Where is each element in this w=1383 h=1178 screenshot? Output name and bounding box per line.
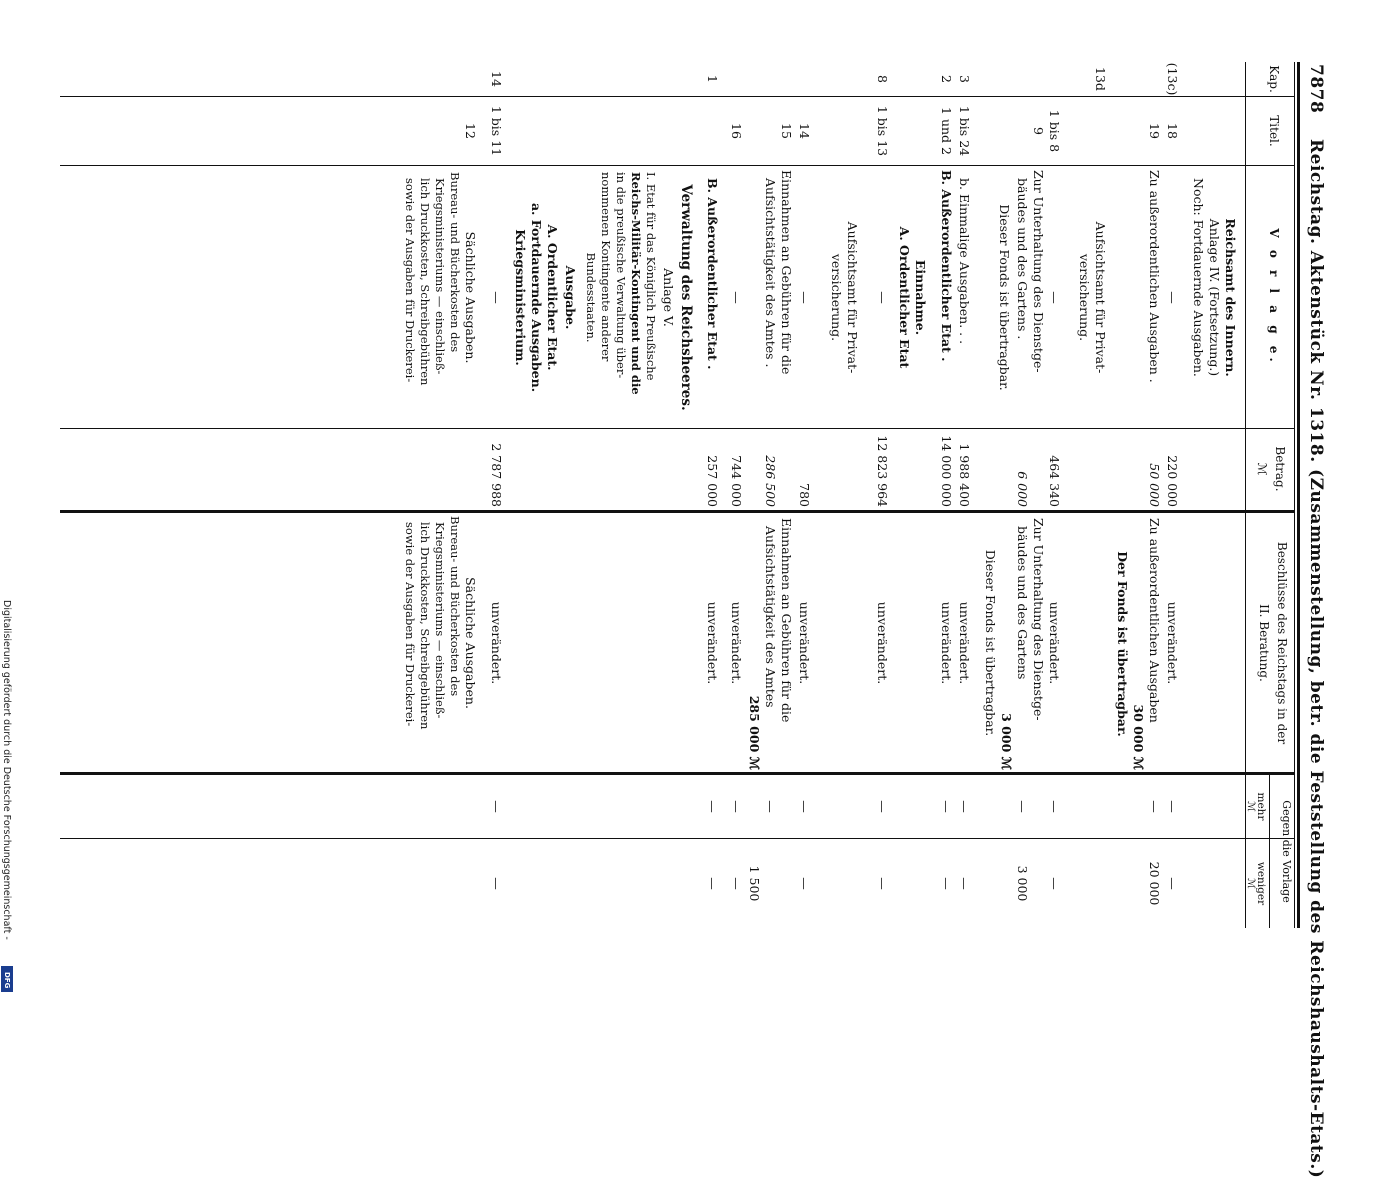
row-mehr: — [1165,800,1180,813]
row-kap: 1 [705,75,720,83]
section-subheading: Kriegsministerium. [513,229,528,366]
header-betrag-unit: ℳ [1255,462,1269,476]
row-vorlage: Einnahmen an Gebühren für die [779,170,794,375]
row-beschluss: Aufsichtstätigkeit des Amtes [763,526,778,708]
row-titel: 1 bis 13 [875,105,890,157]
row-vorlage: versicherung. [829,253,844,342]
row-kap: 3 [957,75,972,83]
dfg-logo [1,966,13,992]
row-vorlage: — [489,291,504,304]
row-weniger: 20 000 [1147,861,1162,906]
row-beschluss-amount: 3 000 ℳ [999,713,1014,770]
rotated-document-page [60,60,1330,1178]
row-vorlage: sowie der Ausgaben für Druckerei- [403,178,417,383]
row-beschluss: Sächliche Ausgaben. [463,577,478,709]
row-weniger: — [957,877,972,890]
row-weniger: 1 500 [747,865,762,902]
section-subheading: Noch: Fortdauernde Ausgaben. [1191,178,1206,377]
row-kap: (13c) [1165,62,1180,96]
section-heading: Verwaltung des Reichsheeres. [678,184,694,411]
row-vorlage: Aufsichtstätigkeit des Amtes . [763,178,778,368]
digitization-credit [0,600,14,990]
row-vorlage: Bureau- und Bücherkosten des [448,172,462,353]
top-rule [1297,62,1300,928]
row-vorlage: B. Außerordentlicher Etat . [705,178,720,370]
row-beschluss: unverändert. [957,601,972,685]
row-beschluss: sowie der Ausgaben für Druckerei- [403,522,417,727]
row-betrag: 220 000 [1165,455,1180,507]
row-betrag: 12 823 964 [875,435,890,507]
row-vorlage: — [729,291,744,304]
row-titel: 1 bis 11 [489,105,504,157]
row-betrag: 780 [797,483,812,507]
row-kap: 14 [489,71,504,87]
header-mehr-unit: ℳ [1245,801,1256,812]
row-vorlage: bäudes und des Gartens . [1015,178,1030,340]
section-subheading: A. Ordentlicher Etat [897,226,912,369]
credit-text: Digitalisierung gefördert durch die Deutsche Forschungsgemeinschaft - [1,600,12,940]
row-beschluss-amount: 30 000 ℳ [1131,704,1146,770]
row-titel: 1 bis 24 [957,105,972,157]
header-betrag: Betrag. [1273,446,1287,492]
row-betrag: 1 988 400 [957,443,972,507]
header-weniger-unit: ℳ [1245,878,1256,889]
section-subheading: Anlage V. [661,268,676,327]
row-vorlage: I. Etat für das Königlich Preußische [644,172,658,381]
row-beschluss: bäudes und des Gartens [1015,526,1030,680]
row-vorlage: Aufsichtsamt für Privat- [1093,221,1108,374]
row-beschluss: Bureau- und Bücherkosten des [448,516,462,697]
row-beschluss: unverändert. [705,601,720,685]
row-vorlage: Kriegsministeriums — einschließ- [433,178,447,375]
row-weniger: — [705,877,720,890]
row-titel: 1 und 2 [939,107,954,155]
row-betrag: 6 000 [1015,471,1030,507]
row-vorlage: — [1165,291,1180,304]
row-mehr: — [1015,800,1030,813]
row-betrag: 50 000 [1147,463,1162,507]
row-kap: 13d [1093,67,1108,91]
header-beschluesse: Beschlüsse des Reichstags in der [1275,541,1289,745]
row-beschluss: unverändert. [875,601,890,685]
section-subheading: Anlage IV. (Fortsetzung.) [1207,218,1222,377]
row-mehr: — [875,800,890,813]
row-titel: 1 bis 8 [1047,109,1062,153]
mehr-divider [60,838,1295,839]
row-beschluss: unverändert. [797,601,812,685]
row-vorlage: Zur Unterhaltung des Dienstge- [1031,170,1046,373]
row-weniger: — [1165,877,1180,890]
row-beschluss-note: Der Fonds ist übertragbar. [1115,551,1130,737]
header-kap: Kap. [1267,65,1281,93]
row-vorlage: b. Einmalige Ausgaben. . . [957,178,972,345]
row-weniger: 3 000 [1015,865,1030,902]
header-vorlage: V o r l a g e. [1267,228,1281,366]
row-vorlage: Reichs-Militär-Kontingent und die [629,172,643,395]
header-mehr: mehr [1255,792,1267,821]
row-beschluss-amount: 285 000 ℳ [747,695,762,770]
betrag-divider [60,510,1295,513]
header-weniger: weniger [1255,861,1267,906]
row-vorlage: nommenen Kontingente anderer [599,172,613,362]
row-beschluss: Zur Unterhaltung des Dienstge- [1031,518,1046,721]
row-betrag: 14 000 000 [939,435,954,507]
vorlage-divider [60,428,1295,429]
header-gegen: Gegen die Vorlage [1280,800,1293,903]
page-header [1306,64,1326,1178]
row-betrag: 464 340 [1047,455,1062,507]
row-beschluss: Zu außerordentlichen Ausgaben [1147,518,1162,723]
row-beschluss: unverändert. [729,601,744,685]
row-weniger: — [797,877,812,890]
page-number: 7878 [1306,64,1326,114]
row-vorlage: B. Außerordentlicher Etat . [939,170,954,362]
row-beschluss: unverändert. [1165,601,1180,685]
row-betrag: 744 000 [729,455,744,507]
row-titel: 14 [797,123,812,139]
section-subheading: a. Fortdauernde Ausgaben. [529,202,544,393]
row-mehr: — [957,800,972,813]
row-betrag: 257 000 [705,455,720,507]
row-titel: 15 [779,123,794,139]
row-weniger: — [1047,877,1062,890]
row-beschluss-note: Dieser Fonds ist übertragbar. [983,549,998,737]
row-beschluss: Einnahmen an Gebühren für die [779,518,794,723]
row-titel: 19 [1147,123,1162,139]
page-title: Reichstag. Aktenstück Nr. 1318. (Zusammenstellung, betr. die Feststellung des Reichshaushalts-Etats.) [1306,139,1326,1178]
dfg-logo-text: DFG [3,972,11,989]
row-weniger: — [875,877,890,890]
row-vorlage: in die preußische Verwaltung über- [614,172,628,379]
row-mehr: — [489,800,504,813]
row-betrag: 2 787 988 [489,443,504,507]
row-titel: 9 [1031,127,1046,135]
gegen-sub-rule [1269,772,1270,928]
row-beschluss: unverändert. [939,601,954,685]
row-kap: 2 [939,75,954,83]
section-subheading: A. Ordentlicher Etat. [545,224,560,371]
section-subheading: Ausgabe. [563,265,578,330]
row-titel: 18 [1165,123,1180,139]
row-betrag: 286 500 [763,455,778,507]
row-beschluss: lich Druckkosten, Schreibgebühren [418,522,432,730]
row-beschluss: unverändert. [489,601,504,685]
header-titel: Titel. [1267,115,1281,147]
row-vorlage: Zu außerordentlichen Ausgaben . [1147,170,1162,383]
row-titel: 12 [463,123,478,139]
row-mehr: — [797,800,812,813]
row-vorlage: — [1047,291,1062,304]
row-beschluss: unverändert. [1047,601,1062,685]
row-vorlage: Bundesstaaten. [584,252,598,343]
beschluss-divider [60,772,1295,775]
row-titel: 16 [729,123,744,139]
section-heading: Reichsamt des Innern. [1223,218,1238,377]
titel-divider [60,165,1295,166]
row-vorlage-note: Dieser Fonds ist übertragbar. [997,204,1012,391]
row-vorlage: — [797,291,812,304]
row-vorlage: lich Druckkosten, Schreibgebühren [418,178,432,386]
row-beschluss: Kriegsministeriums — einschließ- [433,522,447,719]
header-beratung: II. Beratung. [1257,604,1271,682]
row-mehr: — [939,800,954,813]
row-kap: 8 [875,75,890,83]
row-weniger: — [489,877,504,890]
row-vorlage: — [875,291,890,304]
row-mehr: — [729,800,744,813]
section-heading: Einnahme. [913,259,928,336]
row-mehr: — [763,800,778,813]
row-vorlage: Aufsichtsamt für Privat- [845,221,860,374]
row-mehr: — [1147,800,1162,813]
row-vorlage: Sächliche Ausgaben. [463,231,478,364]
top-rule-thin [1294,62,1295,928]
kap-divider [60,96,1295,97]
row-weniger: — [729,877,744,890]
row-weniger: — [939,877,954,890]
row-mehr: — [1047,800,1062,813]
row-mehr: — [705,800,720,813]
row-vorlage: versicherung. [1077,253,1092,342]
